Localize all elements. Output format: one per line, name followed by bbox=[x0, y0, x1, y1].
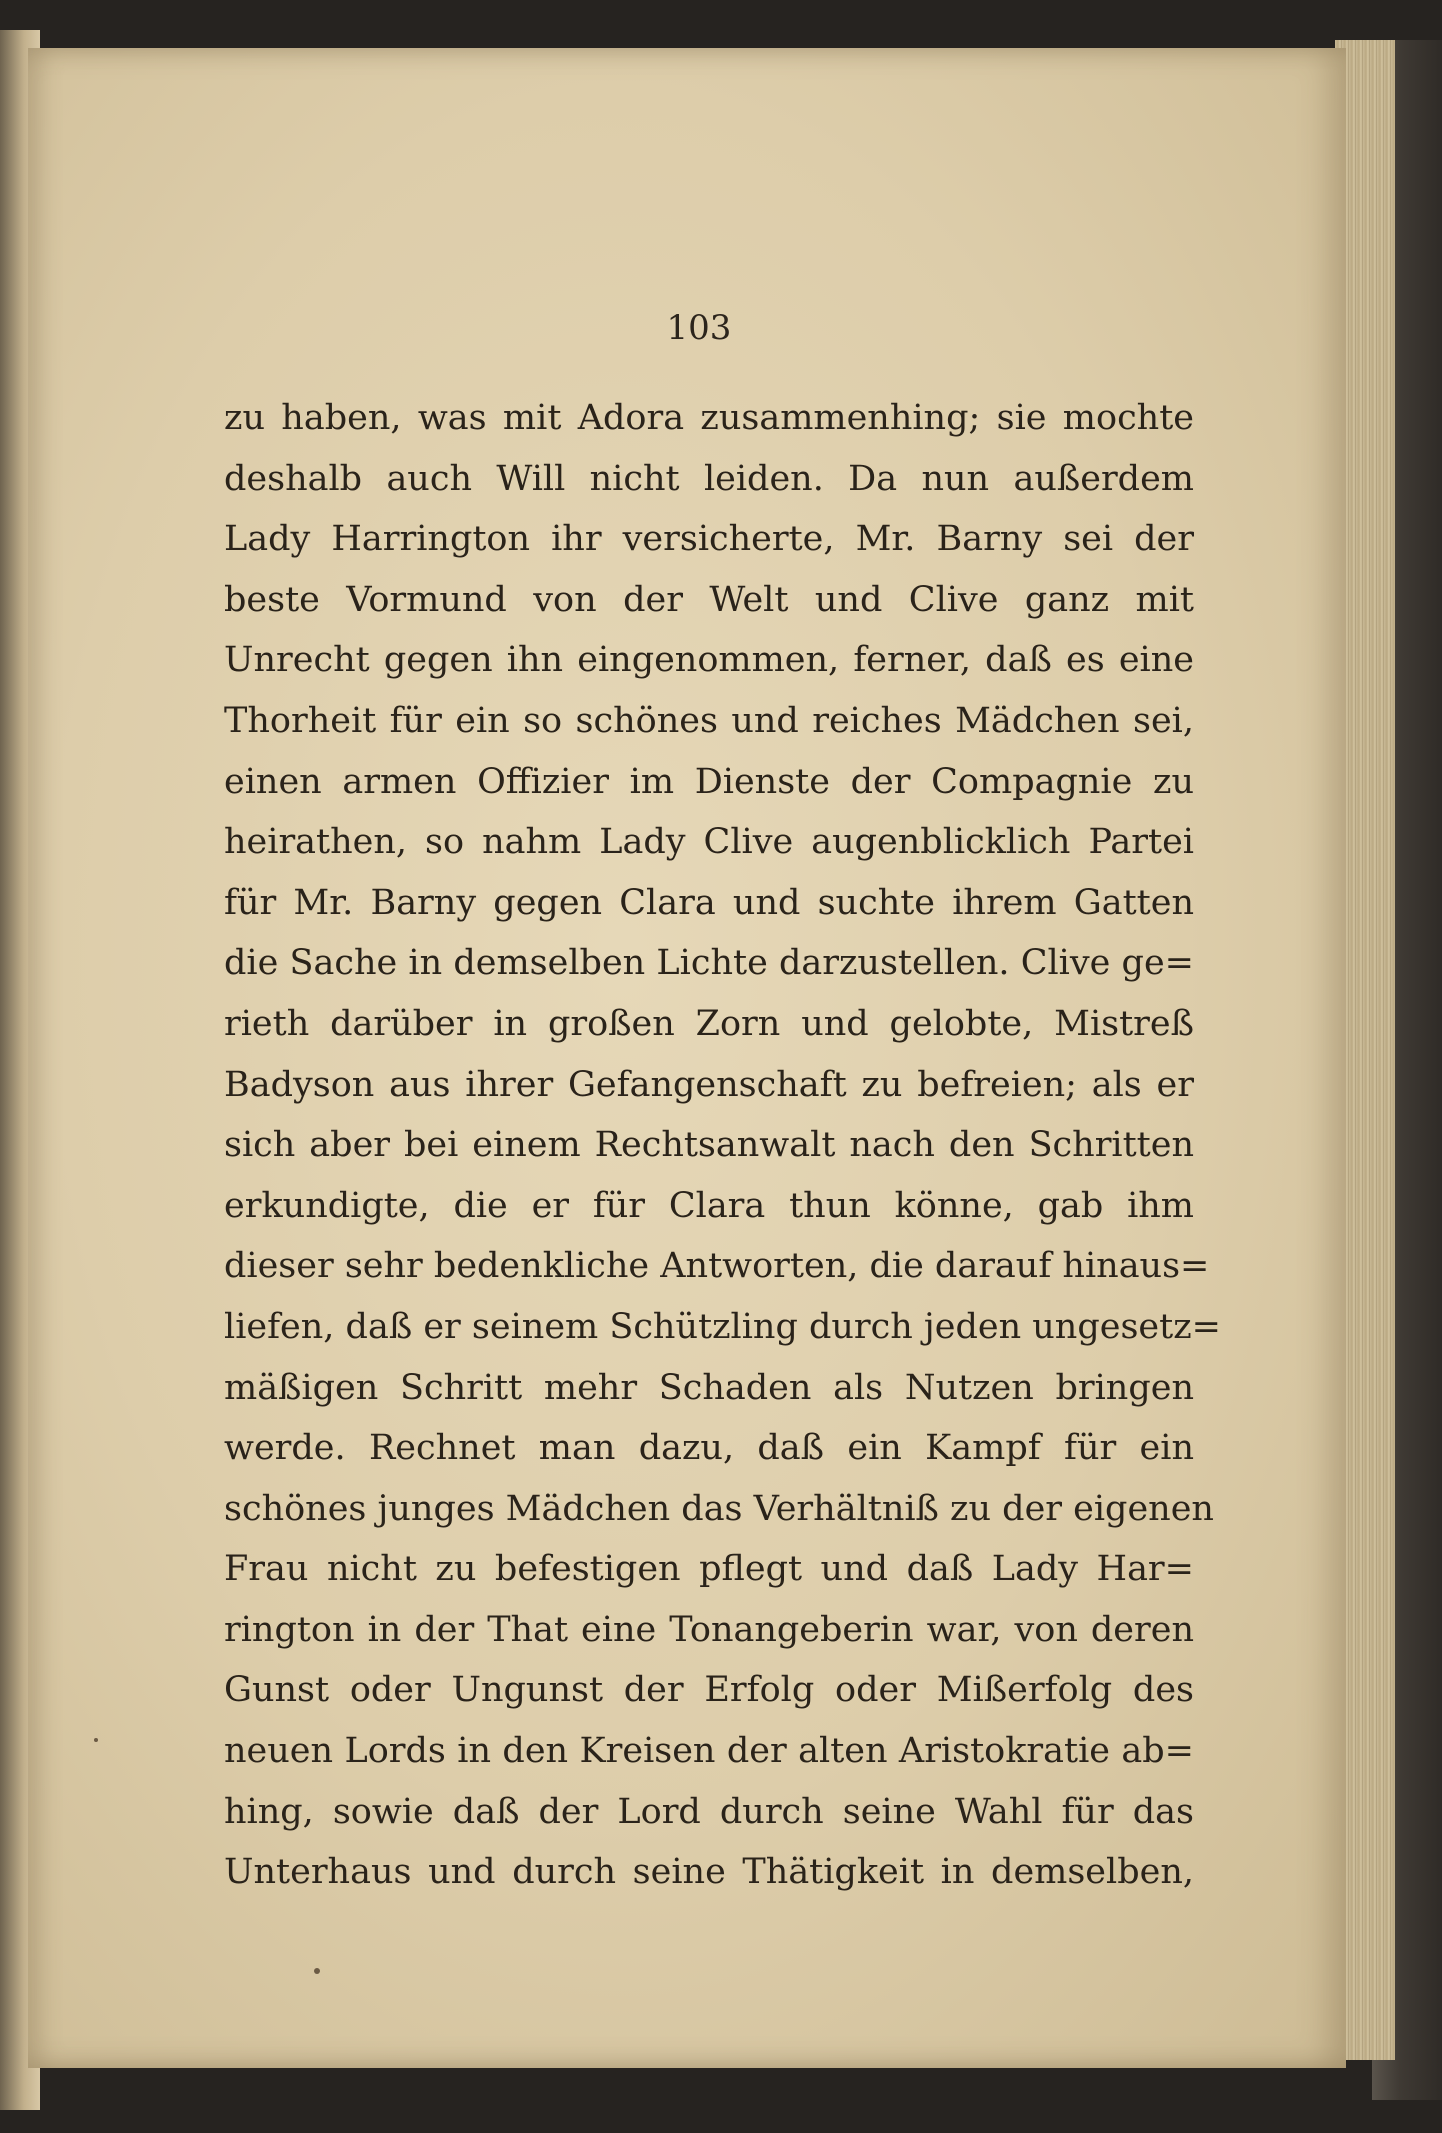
text-line: neuen Lords in den Kreisen der alten Aristokratie ab= bbox=[224, 1731, 1194, 1772]
text-line: erkundigte, die er für Clara thun könne, gab ihm bbox=[224, 1185, 1194, 1226]
text-line: werde. Rechnet man dazu, daß ein Kampf für ein bbox=[224, 1428, 1194, 1469]
text-line: heirathen, so nahm Lady Clive augenblicklich Partei bbox=[224, 822, 1194, 863]
paper-speck bbox=[94, 1738, 98, 1742]
text-line: Frau nicht zu befestigen pflegt und daß Lady Har= bbox=[224, 1549, 1194, 1590]
text-line: zu haben, was mit Adora zusammenhing; sie mochte bbox=[224, 398, 1194, 438]
text-line: Lady Harrington ihr versicherte, Mr. Barny sei der bbox=[224, 519, 1194, 560]
text-line: Gunst oder Ungunst der Erfolg oder Mißerfolg des bbox=[224, 1670, 1194, 1711]
text-line: mäßigen Schritt mehr Schaden als Nutzen bringen bbox=[224, 1367, 1194, 1408]
text-line: einen armen Offizier im Dienste der Compagnie zu bbox=[224, 761, 1194, 802]
text-line: Unrecht gegen ihn eingenommen, ferner, daß es eine bbox=[224, 640, 1194, 681]
text-line: liefen, daß er seinem Schützling durch jeden ungesetz= bbox=[224, 1306, 1221, 1347]
text-line: Badyson aus ihrer Gefangenschaft zu befreien; als er bbox=[224, 1064, 1194, 1105]
paper-speck bbox=[314, 1968, 320, 1974]
book-page bbox=[28, 48, 1346, 2068]
body-text bbox=[224, 388, 1221, 1903]
text-line: für Mr. Barny gegen Clara und suchte ihrem Gatten bbox=[224, 882, 1194, 923]
text-line: beste Vormund von der Welt und Clive ganz mit bbox=[224, 579, 1194, 620]
text-line: schönes junges Mädchen das Verhältniß zu der eigenen bbox=[224, 1488, 1214, 1529]
text-line: die Sache in demselben Lichte darzustellen. Clive ge= bbox=[224, 943, 1194, 984]
text-line: Unterhaus und durch seine Thätigkeit in demselben, bbox=[224, 1852, 1194, 1893]
text-line: Thorheit für ein so schönes und reiches Mädchen sei, bbox=[224, 700, 1194, 741]
text-line: dieser sehr bedenkliche Antworten, die darauf hinaus= bbox=[224, 1246, 1210, 1287]
text-line: hing, sowie daß der Lord durch seine Wahl für das bbox=[224, 1791, 1194, 1832]
text-line: sich aber bei einem Rechtsanwalt nach den Schritten bbox=[224, 1125, 1194, 1166]
text-line: rieth darüber in großen Zorn und gelobte, Mistreß bbox=[224, 1003, 1194, 1044]
text-line: rington in der That eine Tonangeberin war, von deren bbox=[224, 1609, 1194, 1650]
text-line: deshalb auch Will nicht leiden. Da nun außerdem bbox=[224, 458, 1194, 499]
page-number: 103 bbox=[666, 308, 732, 348]
